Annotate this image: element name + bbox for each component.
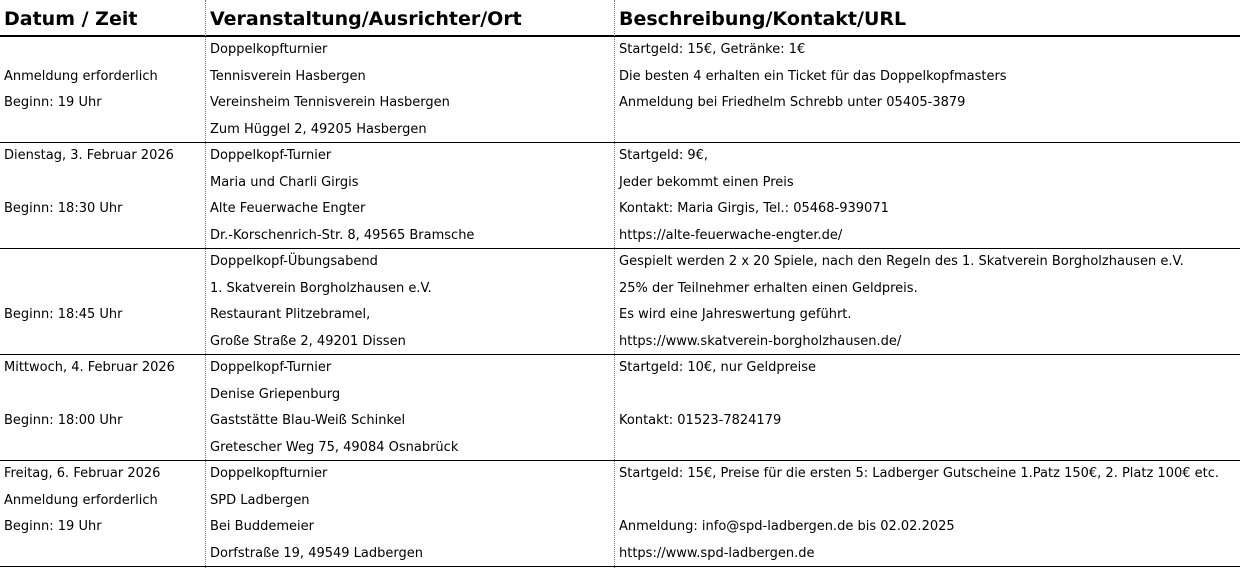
date-line <box>0 223 205 250</box>
date-cell <box>0 355 205 460</box>
info-line: Kontakt: Maria Girgis, Tel.: 05468-939071 <box>619 201 889 216</box>
date-line: Anmeldung erforderlich <box>4 492 158 508</box>
event-line: Gaststätte Blau-Weiß Schinkel <box>210 413 406 428</box>
event-line: Doppelkopf-Turnier <box>210 148 332 163</box>
event-line: Doppelkopf-Übungsabend <box>210 254 378 269</box>
info-line: Es wird eine Jahreswertung geführt. <box>619 307 852 322</box>
date-line: Anmeldung erforderlich <box>4 68 158 84</box>
event-line: Vereinsheim Tennisverein Hasbergen <box>210 95 450 110</box>
info-cell <box>615 37 1240 142</box>
date-line <box>0 37 205 64</box>
event-line: Alte Feuerwache Engter <box>210 201 366 216</box>
table-row <box>0 355 1240 461</box>
date-line: Beginn: 19 Uhr <box>4 95 102 110</box>
event-line: Dr.-Korschenrich-Str. 8, 49565 Bramsche <box>210 227 475 243</box>
info-line: https://www.skatverein-borgholzhausen.de/ <box>619 333 902 349</box>
column-divider <box>205 0 206 568</box>
date-cell <box>0 143 205 248</box>
date-line: Mittwoch, 4. Februar 2026 <box>4 360 175 375</box>
event-line: Doppelkopfturnier <box>210 466 328 481</box>
info-line: https://alte-feuerwache-engter.de/ <box>619 227 843 243</box>
date-line <box>0 249 205 276</box>
info-line <box>615 488 1240 515</box>
date-line: Beginn: 18:30 Uhr <box>4 201 123 216</box>
event-line: Doppelkopfturnier <box>210 42 328 57</box>
date-cell <box>0 461 205 566</box>
info-line: Jeder bekommt einen Preis <box>619 174 794 190</box>
date-line <box>0 382 205 409</box>
info-line: https://www.spd-ladbergen.de <box>619 545 815 561</box>
date-line: Beginn: 18:00 Uhr <box>4 413 123 428</box>
info-cell <box>615 461 1240 566</box>
date-line <box>0 117 205 144</box>
event-line: Maria und Charli Girgis <box>210 174 359 190</box>
event-line: Bei Buddemeier <box>210 519 314 534</box>
date-cell <box>0 37 205 142</box>
info-line: Kontakt: 01523-7824179 <box>619 413 782 428</box>
date-line: Freitag, 6. Februar 2026 <box>4 466 161 481</box>
info-cell <box>615 143 1240 248</box>
event-line: SPD Ladbergen <box>210 492 310 508</box>
date-line <box>0 541 205 568</box>
event-cell <box>206 355 614 460</box>
date-line: Beginn: 18:45 Uhr <box>4 307 123 322</box>
event-line: Tennisverein Hasbergen <box>210 68 366 84</box>
info-line: Anmeldung bei Friedhelm Schrebb unter 05405-3879 <box>619 95 966 110</box>
column-divider <box>614 0 615 568</box>
info-line: Anmeldung: info@spd-ladbergen.de bis 02.02.2025 <box>619 519 955 534</box>
info-line: Startgeld: 9€, <box>619 148 709 163</box>
event-cell <box>206 249 614 354</box>
date-line: Dienstag, 3. Februar 2026 <box>4 148 174 163</box>
date-line <box>0 170 205 197</box>
table-header <box>0 0 1240 37</box>
table-row <box>0 37 1240 143</box>
event-cell <box>206 37 614 142</box>
event-line: Dorfstraße 19, 49549 Ladbergen <box>210 545 423 561</box>
date-line <box>0 276 205 303</box>
info-line: Die besten 4 erhalten ein Ticket für das Doppelkopfmasters <box>619 68 1007 84</box>
header-date-time: Datum / Zeit <box>4 8 138 30</box>
table-row <box>0 143 1240 249</box>
event-line: Große Straße 2, 49201 Dissen <box>210 333 406 349</box>
info-line <box>615 117 1240 144</box>
info-cell <box>615 355 1240 460</box>
info-line: Startgeld: 10€, nur Geldpreise <box>619 360 817 375</box>
header-event-organizer-location: Veranstaltung/Ausrichter/Ort <box>210 8 522 30</box>
date-line <box>0 435 205 462</box>
info-line: Startgeld: 15€, Getränke: 1€ <box>619 42 806 57</box>
table-row <box>0 249 1240 355</box>
info-line <box>615 382 1240 409</box>
event-line: Gretescher Weg 75, 49084 Osnabrück <box>210 439 459 455</box>
date-cell <box>0 249 205 354</box>
info-line: Startgeld: 15€, Preise für die ersten 5: Ladberger Gutscheine 1.Patz 150€, 2. Platz 100€ etc. <box>619 466 1220 481</box>
event-line: Denise Griepenburg <box>210 386 341 402</box>
event-cell <box>206 143 614 248</box>
event-line: Restaurant Plitzebramel, <box>210 307 371 322</box>
event-line: Doppelkopf-Turnier <box>210 360 332 375</box>
event-cell <box>206 461 614 566</box>
info-line: 25% der Teilnehmer erhalten einen Geldpreis. <box>619 280 918 296</box>
info-line <box>615 435 1240 462</box>
event-line: 1. Skatverein Borgholzhausen e.V. <box>210 280 432 296</box>
info-cell <box>615 249 1240 354</box>
header-description-contact-url: Beschreibung/Kontakt/URL <box>619 8 907 30</box>
table-row <box>0 461 1240 567</box>
event-line: Zum Hüggel 2, 49205 Hasbergen <box>210 121 427 137</box>
info-line: Gespielt werden 2 x 20 Spiele, nach den Regeln des 1. Skatverein Borgholzhausen e.V. <box>619 254 1184 269</box>
date-line <box>0 329 205 356</box>
date-line: Beginn: 19 Uhr <box>4 519 102 534</box>
